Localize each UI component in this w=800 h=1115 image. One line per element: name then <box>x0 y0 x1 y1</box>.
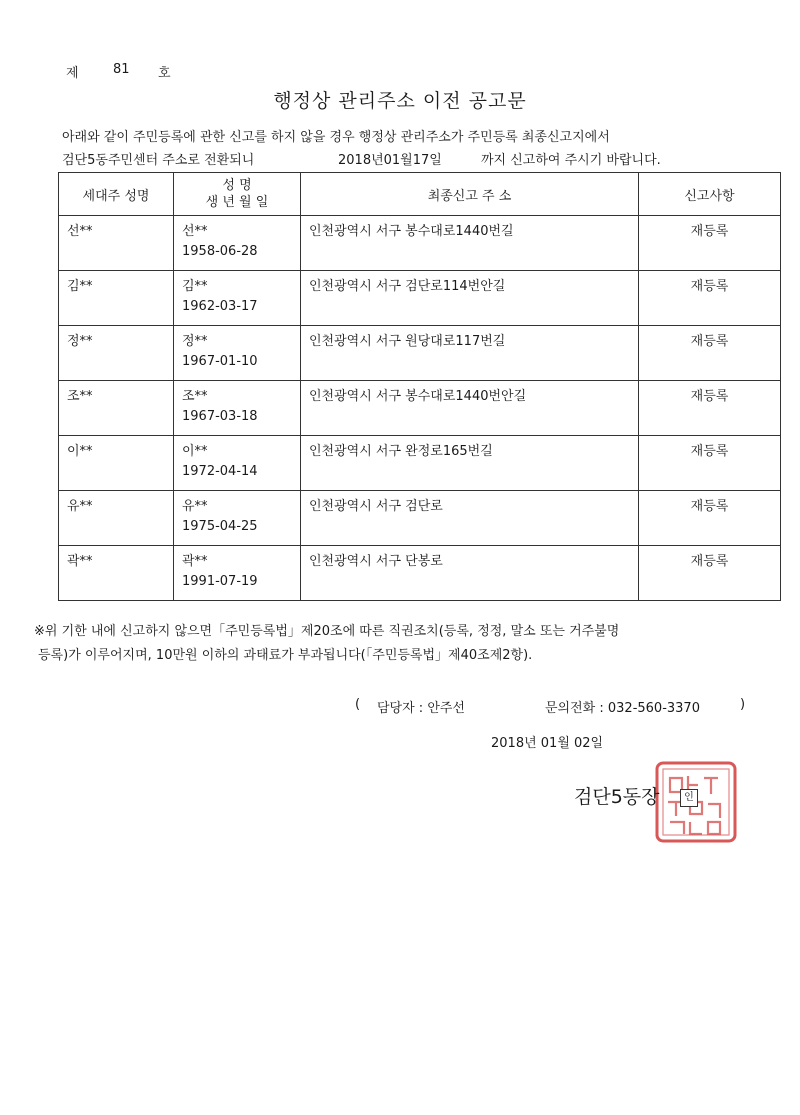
footnote <box>34 620 619 668</box>
contact-phone: 문의전화 : 032-560-3370 <box>545 701 700 716</box>
header-address: 최종신고 주 소 <box>301 173 639 216</box>
intro-line-1: 아래와 같이 주민등록에 관한 신고를 하지 않을 경우 행정상 관리주소가 주민등록 최종신고지에서 <box>62 130 610 145</box>
table-row <box>59 271 781 326</box>
cell-name-birth <box>174 216 300 262</box>
cell-report: 재등록 <box>690 389 729 404</box>
cell-householder: 정** <box>67 334 93 349</box>
cell-name-birth <box>174 381 300 427</box>
cell-report: 재등록 <box>690 279 729 294</box>
cell-householder: 김** <box>67 279 93 294</box>
footnote-line-2: 등록)가 이루어지며, 10만원 이하의 과태료가 부과됩니다(「주민등록법」제40조제2항). <box>38 648 533 663</box>
cell-report: 재등록 <box>690 334 729 349</box>
intro-line-2 <box>62 149 661 172</box>
cell-report: 재등록 <box>690 554 729 569</box>
cell-address: 인천광역시 서구 검단로 <box>309 499 443 514</box>
signer-title: 검단5동장 <box>574 786 660 808</box>
header-name: 성 명 <box>222 178 252 193</box>
cell-address: 인천광역시 서구 완정로165번길 <box>309 444 493 459</box>
cell-householder: 곽** <box>67 554 93 569</box>
table-row <box>59 326 781 381</box>
deadline-date: 2018년01월17일 <box>338 153 442 168</box>
contact-open-paren: ( <box>355 697 361 712</box>
intro-paragraph <box>62 126 661 172</box>
doc-number-value: 81 <box>113 62 130 77</box>
cell-address: 인천광역시 서구 봉수대로1440번안길 <box>309 389 527 404</box>
cell-name-birth <box>174 326 300 372</box>
cell-name-birth <box>174 436 300 482</box>
cell-address: 인천광역시 서구 봉수대로1440번길 <box>309 224 514 239</box>
cell-name-birth <box>174 546 300 592</box>
intro-line-2-text: 검단5동주민센터 주소로 전환되니 <box>62 153 255 168</box>
cell-birth: 1958-06-28 <box>182 244 258 259</box>
table-row <box>59 546 781 601</box>
cell-birth: 1967-01-10 <box>182 354 258 369</box>
contact-manager: 담당자 : 안주선 <box>377 701 465 716</box>
cell-name: 김** <box>182 279 208 294</box>
seal-mark: 인 <box>680 789 698 807</box>
intro-line-2-ending: 까지 신고하여 주시기 바랍니다. <box>481 153 661 168</box>
header-birth: 생 년 월 일 <box>205 195 269 210</box>
cell-birth: 1991-07-19 <box>182 574 258 589</box>
cell-name: 조** <box>182 389 208 404</box>
doc-number-prefix: 제 <box>66 66 79 81</box>
issue-date: 2018년 01월 02일 <box>491 736 604 751</box>
cell-householder: 조** <box>67 389 93 404</box>
cell-birth: 1972-04-14 <box>182 464 258 479</box>
table-row <box>59 491 781 546</box>
table-row <box>59 381 781 436</box>
cell-name: 유** <box>182 499 208 514</box>
header-name-birth <box>174 173 301 216</box>
cell-householder: 유** <box>67 499 93 514</box>
cell-birth: 1962-03-17 <box>182 299 258 314</box>
table-row <box>59 436 781 491</box>
cell-address: 인천광역시 서구 단봉로 <box>309 554 443 569</box>
cell-birth: 1967-03-18 <box>182 409 258 424</box>
cell-address: 인천광역시 서구 검단로114번안길 <box>309 279 506 294</box>
cell-report: 재등록 <box>690 444 729 459</box>
cell-address: 인천광역시 서구 원당대로117번길 <box>309 334 506 349</box>
notice-table <box>58 172 781 601</box>
cell-name-birth <box>174 271 300 317</box>
cell-name: 정** <box>182 334 208 349</box>
header-householder: 세대주 성명 <box>59 173 174 216</box>
cell-householder: 선** <box>67 224 93 239</box>
cell-name: 이** <box>182 444 208 459</box>
cell-name: 선** <box>182 224 208 239</box>
cell-report: 재등록 <box>690 224 729 239</box>
table-row <box>59 216 781 271</box>
cell-name: 곽** <box>182 554 208 569</box>
doc-number-suffix: 호 <box>158 66 171 81</box>
page-title: 행정상 관리주소 이전 공고문 <box>273 90 527 112</box>
header-report: 신고사항 <box>639 173 781 216</box>
cell-report: 재등록 <box>690 499 729 514</box>
footnote-line-1: ※위 기한 내에 신고하지 않으면「주민등록법」제20조에 따른 직권조치(등록, 정정, 말소 또는 거주불명 <box>34 624 620 639</box>
table-header-row <box>59 173 781 216</box>
cell-householder: 이** <box>67 444 93 459</box>
cell-name-birth <box>174 491 300 537</box>
cell-birth: 1975-04-25 <box>182 519 258 534</box>
contact-close-paren: ) <box>740 697 746 712</box>
